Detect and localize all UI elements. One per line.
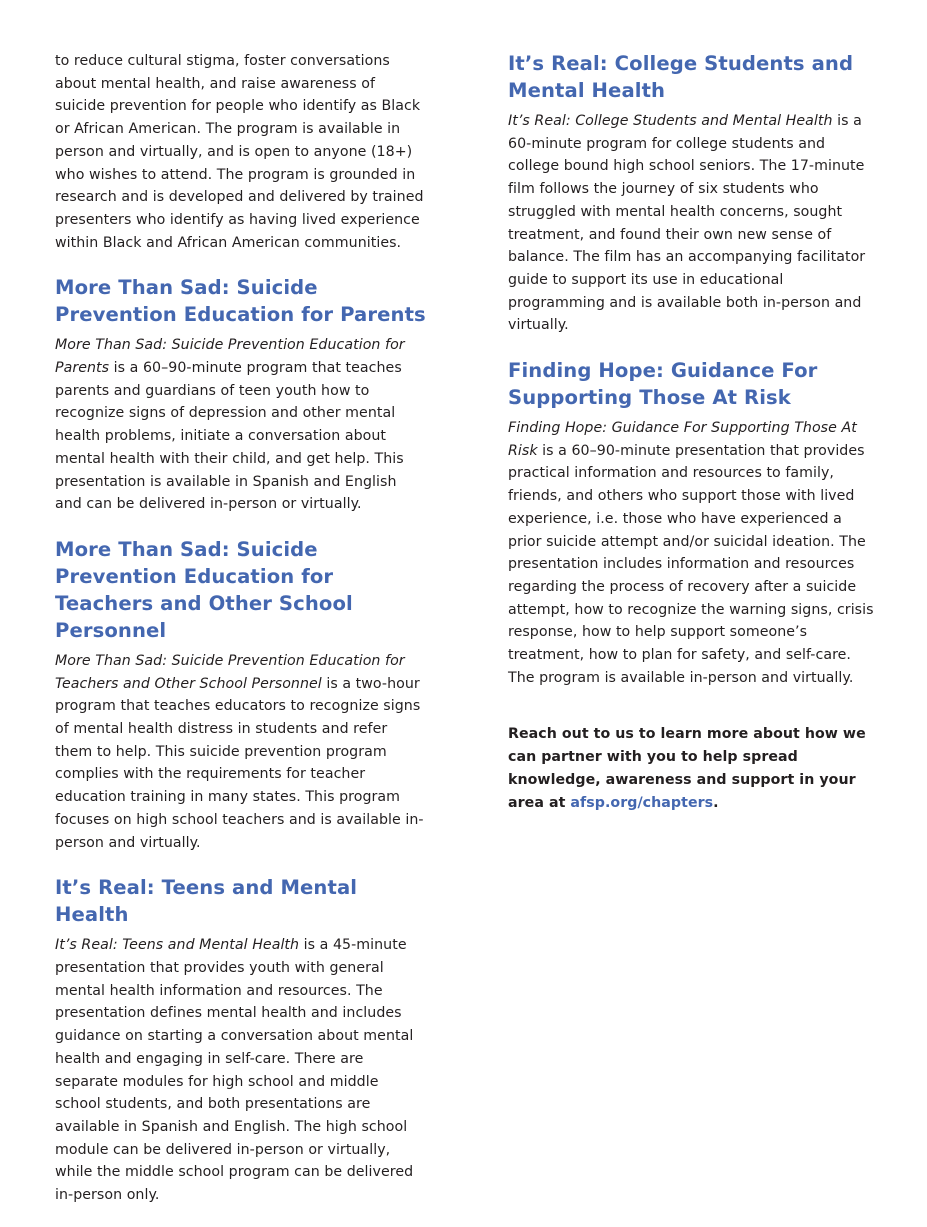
left-column [55,50,427,1227]
chapters-link[interactable]: afsp.org/chapters [570,795,714,812]
program-title: It’s Real: College Students and Mental Health [508,113,833,129]
section-body [508,417,880,689]
section-finding-hope [508,357,880,689]
section-its-real-teens [55,874,427,1206]
section-heading: It’s Real: College Students and Mental Health [508,52,854,102]
section-heading: Finding Hope: Guidance For Supporting Those At Risk [508,359,818,410]
section-heading: More Than Sad: Suicide Prevention Education for Parents [55,276,426,327]
call-to-action [508,723,880,815]
section-its-real-college [508,50,880,337]
section-heading: More Than Sad: Suicide Prevention Education for Teachers and Other School Personnel [55,537,353,642]
section-body [508,110,880,337]
program-title: More Than Sad: Suicide Prevention Education for Parents [55,337,405,377]
program-description: is a 60-minute program for college students and college bound high school seniors. The 17-minute film follows the journey of six students who struggled with mental health concerns, sought treatment, and found their own new sense of balance. The film has an accompanying facilitator guide to support its use in educational programming and is available both in-person and virtually. [508,113,866,334]
section-body [55,650,427,854]
cta-text: Reach out to us to learn more about how we can partner with you to help spread knowledge, awareness and support in your area at [508,726,866,812]
cta-period: . [713,795,719,812]
program-title: It’s Real: Teens and Mental Health [55,937,300,954]
section-more-than-sad-teachers [55,536,427,854]
program-description: is a 60–90-minute presentation that provides practical information and resources to family, friends, and others who support those with lived experience, i.e. those who have experienced a prior suicide attempt and/or suicidal ideation. The presentation includes information and resources regarding the process of recovery after a suicide attempt, how to recognize the warning signs, crisis response, how to help support someone’s treatment, how to plan for safety, and self-care. The program is available in-person and virtually. [508,442,874,686]
program-description: is a 45-minute presentation that provides youth with general mental health information and resources. The presentation defines mental health and includes guidance on starting a conversation about mental health and engaging in self-care. There are separate modules for high school and middle school students, and both presentations are available in Spanish and English. The high school module can be delivered in-person or virtually, while the middle school program can be delivered in-person only. [55,937,414,1204]
right-column [508,50,880,815]
program-title: Finding Hope: Guidance For Supporting Those At Risk [508,420,857,459]
section-body [55,334,427,516]
intro-paragraph: to reduce cultural stigma, foster conversations about mental health, and raise awareness of suicide prevention for people who identify as Black or African American. The program is available in person and virtually, and is open to anyone (18+) who wishes to attend. The program is grounded in research and is developed and delivered by trained presenters who identify as having lived experience within Black and African American communities. [55,53,424,251]
program-description: is a two-hour program that teaches educators to recognize signs of mental health distress in students and refer them to help. This suicide prevention program complies with the requirements for teacher education training in many states. This program focuses on high school teachers and is available in-person and virtually. [55,675,424,851]
section-more-than-sad-parents [55,274,427,516]
section-heading: It’s Real: Teens and Mental Health [55,876,358,927]
program-description: is a 60–90-minute program that teaches parents and guardians of teen youth how to recognize signs of depression and other mental health problems, initiate a conversation about mental health with their child, and get help. This presentation is available in Spanish and English and can be delivered in-person or virtually. [55,360,404,513]
program-title: More Than Sad: Suicide Prevention Education for Teachers and Other School Personnel [55,652,405,692]
section-body [55,934,427,1206]
